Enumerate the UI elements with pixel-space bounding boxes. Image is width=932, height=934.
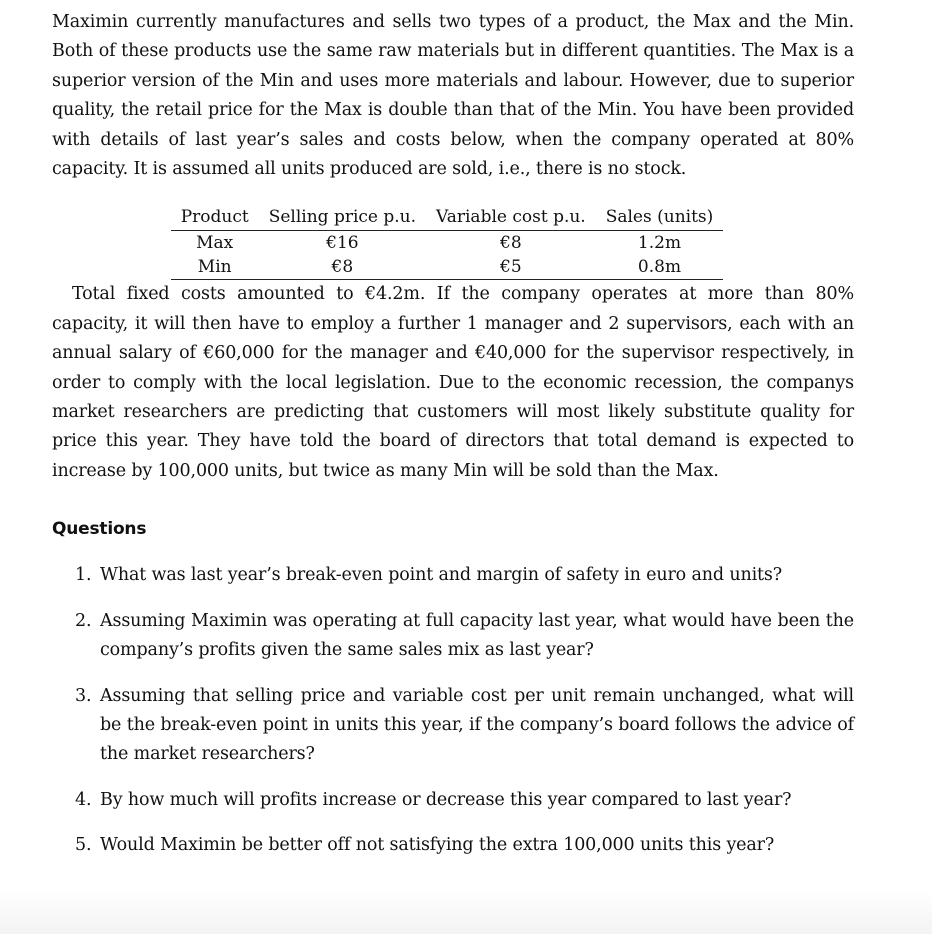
sales-table-wrapper [52,204,854,280]
list-item [52,831,854,860]
questions-list [52,561,854,860]
question-number: 5. [75,835,92,856]
intro-paragraph: Maximin currently manufactures and sells two types of a product, the Max and the Min. Both of these products use the same raw materials but in different quantities. The Max is a superior version of the Min and uses more materials and labour. However, due to superior quality, the retail price for the Max is double than that of the Min. You have been provided with details of last year’s sales and costs below, when the company operated at 80% capacity. It is assumed all units produced are sold, i.e., there is no stock. [52,12,854,180]
question-text: Assuming that selling price and variable cost per unit remain unchanged, what will be the break-even point in units this year, if the company’s board follows the advice of the market researchers? [100,685,854,765]
document-page [52,8,854,877]
list-item [52,786,854,815]
fixed-costs-paragraph: Total fixed costs amounted to €4.2m. If the company operates at more than 80% capacity, it will then have to employ a further 1 manager and 2 supervisors, each with an annual salary of €60,000 for the manager and €40,000 for the supervisor respectively, in order to comply with the local legislation. Due to the economic recession, the companys market researchers are predicting that customers will most likely substitute quality for price this year. They have told the board of directors that total demand is expected to increase by 100,000 units, but twice as many Min will be sold than the Max. [52,284,854,481]
question-number: 3. [75,685,92,706]
questions-heading: Questions [52,519,147,540]
question-text: Assuming Maximin was operating at full capacity last year, what would have been the company’s profits given the same sales mix as last year? [100,610,854,661]
cell-sales-units: 1.2m [637,233,682,254]
header-product: Product [171,204,259,231]
question-text: By how much will profits increase or decrease this year compared to last year? [100,789,792,810]
cell-sales-units: 0.8m [596,255,724,280]
header-sales-units: Sales (units) [596,204,724,231]
table-row [171,255,724,280]
sales-table [171,204,724,280]
cell-product: Min [171,255,259,280]
header-variable-cost: Variable cost p.u. [426,204,596,231]
question-number: 4. [75,789,92,810]
cell-selling-price: €8 [259,255,426,280]
cell-variable-cost: €8 [500,233,522,254]
table-header-row [171,204,724,231]
list-item [52,561,854,590]
cell-product: Max [196,233,234,254]
question-text: Would Maximin be better off not satisfying the extra 100,000 units this year? [100,835,775,856]
table-row [171,231,724,256]
list-item [52,682,854,770]
list-item [52,607,854,666]
cell-selling-price: €16 [326,233,359,254]
question-number: 1. [75,565,92,586]
question-text: What was last year’s break-even point and margin of safety in euro and units? [100,565,782,586]
question-number: 2. [75,610,92,631]
cell-variable-cost: €5 [426,255,596,280]
header-selling-price: Selling price p.u. [259,204,426,231]
